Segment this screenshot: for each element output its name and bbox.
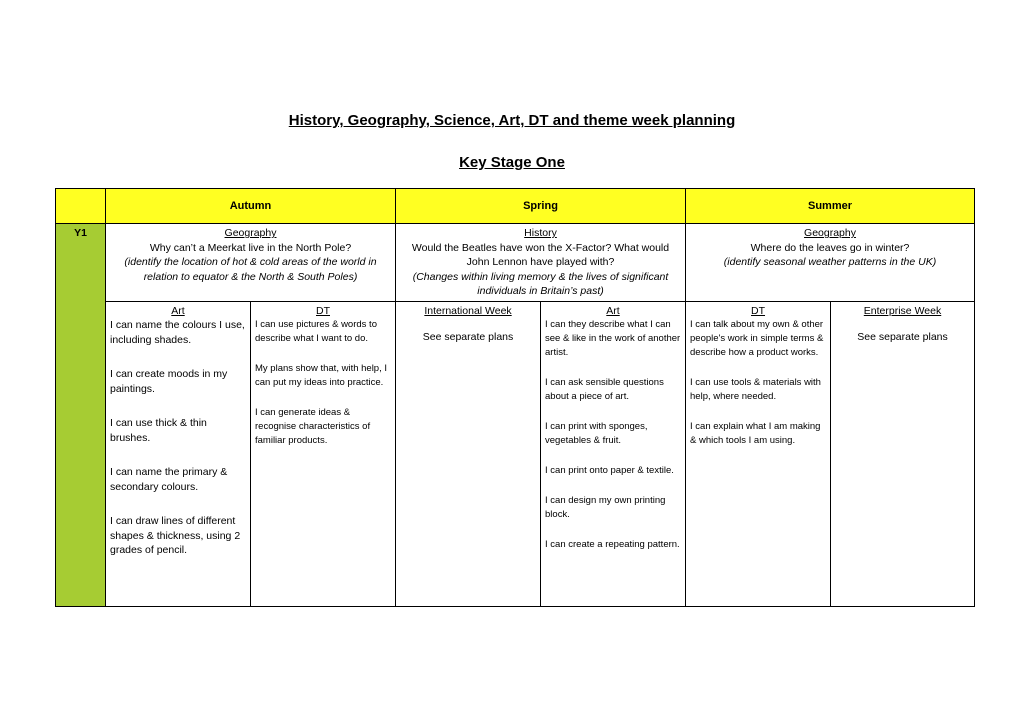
term-header-row	[56, 189, 975, 224]
enterprise-week-text: See separate plans	[857, 331, 948, 343]
list-item: I can explain what I am making & which tools I am using.	[690, 421, 821, 446]
list-item: I can design my own printing block.	[545, 495, 666, 520]
list-item: I can use thick & thin brushes.	[110, 417, 207, 444]
spring-note: (Changes within living memory & the lives of significant individuals in Britain’s past)	[412, 270, 669, 297]
summer-subject: Geography	[804, 227, 856, 239]
list-item: I can use pictures & words to describe what I want to do.	[255, 319, 377, 344]
spring-subject: History	[524, 227, 557, 239]
list-item: I can ask sensible questions about a piece of art.	[545, 377, 664, 402]
list-item: I can generate ideas & recognise characteristics of familiar products.	[255, 407, 371, 446]
enterprise-week-heading: Enterprise Week	[863, 304, 942, 317]
autumn-art-cell	[106, 301, 251, 606]
autumn-subject: Geography	[224, 227, 277, 239]
list-item: I can create moods in my paintings.	[110, 368, 228, 395]
summer-dt-cell	[686, 301, 831, 606]
subject-row	[56, 301, 975, 606]
list-item: I can talk about my own & other people's work in simple terms & describe how a product works.	[690, 319, 824, 358]
spring-art-heading: Art	[606, 304, 620, 317]
list-item: I can use tools & materials with help, where needed.	[690, 377, 821, 402]
list-item: I can they describe what I can see & like in the work of another artist.	[545, 319, 681, 358]
list-item: My plans show that, with help, I can put my ideas into practice.	[255, 363, 388, 388]
autumn-note: (identify the location of hot & cold areas of the world in relation to equator & the North & South Poles)	[124, 256, 377, 283]
header-corner-cell	[56, 189, 106, 224]
spring-topic-cell	[396, 224, 686, 302]
autumn-art-heading: Art	[171, 304, 185, 317]
list-item: I can draw lines of different shapes & thickness, using 2 grades of pencil.	[110, 515, 241, 556]
summer-header: Summer	[686, 189, 975, 224]
topic-row	[56, 224, 975, 302]
year-label-cell: Y1	[56, 224, 106, 607]
summer-question: Where do the leaves go in winter?	[750, 241, 910, 254]
list-item: I can print with sponges, vegetables & fruit.	[545, 421, 648, 446]
autumn-topic-cell	[106, 224, 396, 302]
spring-question: Would the Beatles have won the X-Factor? What would John Lennon have played with?	[411, 241, 670, 268]
list-item: I can create a repeating pattern.	[545, 539, 680, 550]
spring-header: Spring	[396, 189, 686, 224]
planning-table	[55, 188, 975, 607]
document-title: History, Geography, Science, Art, DT and theme week planning	[288, 112, 736, 129]
summer-note: (identify seasonal weather patterns in the UK)	[723, 256, 937, 268]
summer-topic-cell	[686, 224, 975, 302]
autumn-question: Why can’t a Meerkat live in the North Pole?	[149, 241, 352, 254]
autumn-header: Autumn	[106, 189, 396, 224]
international-week-text: See separate plans	[422, 331, 514, 343]
spring-international-cell	[396, 301, 541, 606]
list-item: I can name the primary & secondary colours.	[110, 466, 228, 493]
document-subtitle: Key Stage One	[459, 154, 565, 171]
list-item: I can print onto paper & textile.	[545, 465, 674, 476]
spring-art-cell	[541, 301, 686, 606]
autumn-dt-heading: DT	[316, 304, 330, 317]
summer-enterprise-cell	[831, 301, 975, 606]
summer-dt-heading: DT	[751, 304, 766, 317]
list-item: I can name the colours I use, including shades.	[110, 319, 245, 346]
international-week-heading: International Week	[424, 304, 512, 317]
autumn-dt-cell	[251, 301, 396, 606]
